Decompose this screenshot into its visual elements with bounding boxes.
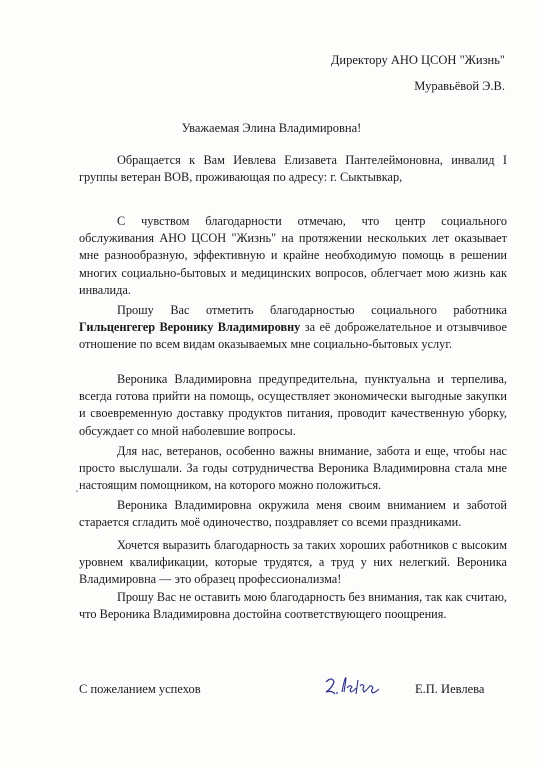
paragraph-gratitude-center: С чувством благодарности отмечаю, что центр социального обслуживания АНО ЦСОН "Жизнь" на протяжении нескольких лет оказывает мне разнообразную, эффективную и крайне необходимую помощь в решении многих социально-бытовых и медицинских вопросов, облегчает мою жизнь как инвалида.: [79, 214, 507, 297]
scan-speck: [76, 490, 78, 492]
request-text-end: за её доброжелательное и отзывчивое отношение по всем видам оказываемых мне социально-бытовых услуг.: [79, 320, 507, 352]
paragraph-professionalism: Хочется выразить благодарность за таких хороших работников с высоким уровнем квалификации, которые трудятся, а труд у них нелегкий. Вероника Владимировна — это образец профессионализма!: [79, 538, 507, 587]
paragraph-request-recognition: [79, 302, 507, 354]
social-worker-name: Гильценгегер Веронику Владимировну: [79, 320, 301, 335]
signer-name: Е.П. Иевлева: [415, 682, 485, 696]
addressee-name: Муравьёвой Э.В.: [414, 79, 505, 93]
handwritten-signature: [318, 672, 388, 700]
paragraph-veterans-needs: Для нас, ветеранов, особенно важны внимание, забота и еще, чтобы нас просто выслушали. За годы сотрудничества Вероника Владимировна стала мне настоящим помощником, на которого можно положиться.: [79, 444, 507, 493]
salutation: Уважаемая Элина Владимировна!: [181, 121, 362, 135]
paragraph-final-request: Прошу Вас не оставить мою благодарность без внимания, так как считаю, что Вероника Владимировна достойна соответствующего поощрения.: [79, 590, 507, 622]
addressee-position: Директору АНО ЦСОН "Жизнь": [330, 53, 505, 67]
paragraph-introduction: Обращается к Вам Иевлева Елизавета Пантелеймоновна, инвалид I группы ветеран ВОВ, проживающая по адресу: г. Сыктывкар,: [79, 153, 507, 185]
paragraph-worker-qualities: Вероника Владимировна предупредительна, пунктуальна и терпелива, всегда готова прийти на помощь, осуществляет экономически выгодные закупки и своевременную доставку продуктов питания, проводит качественную уборку, обсуждает со мной наболевшие вопросы.: [79, 372, 507, 438]
request-text-start: Прошу Вас отметить благодарностью социального работника: [117, 303, 507, 317]
paragraph-care: Вероника Владимировна окружила меня своим вниманием и заботой старается сгладить моё одиночество, поздравляет со всеми праздниками.: [79, 498, 507, 530]
closing-wishes: С пожеланием успехов: [79, 682, 201, 696]
